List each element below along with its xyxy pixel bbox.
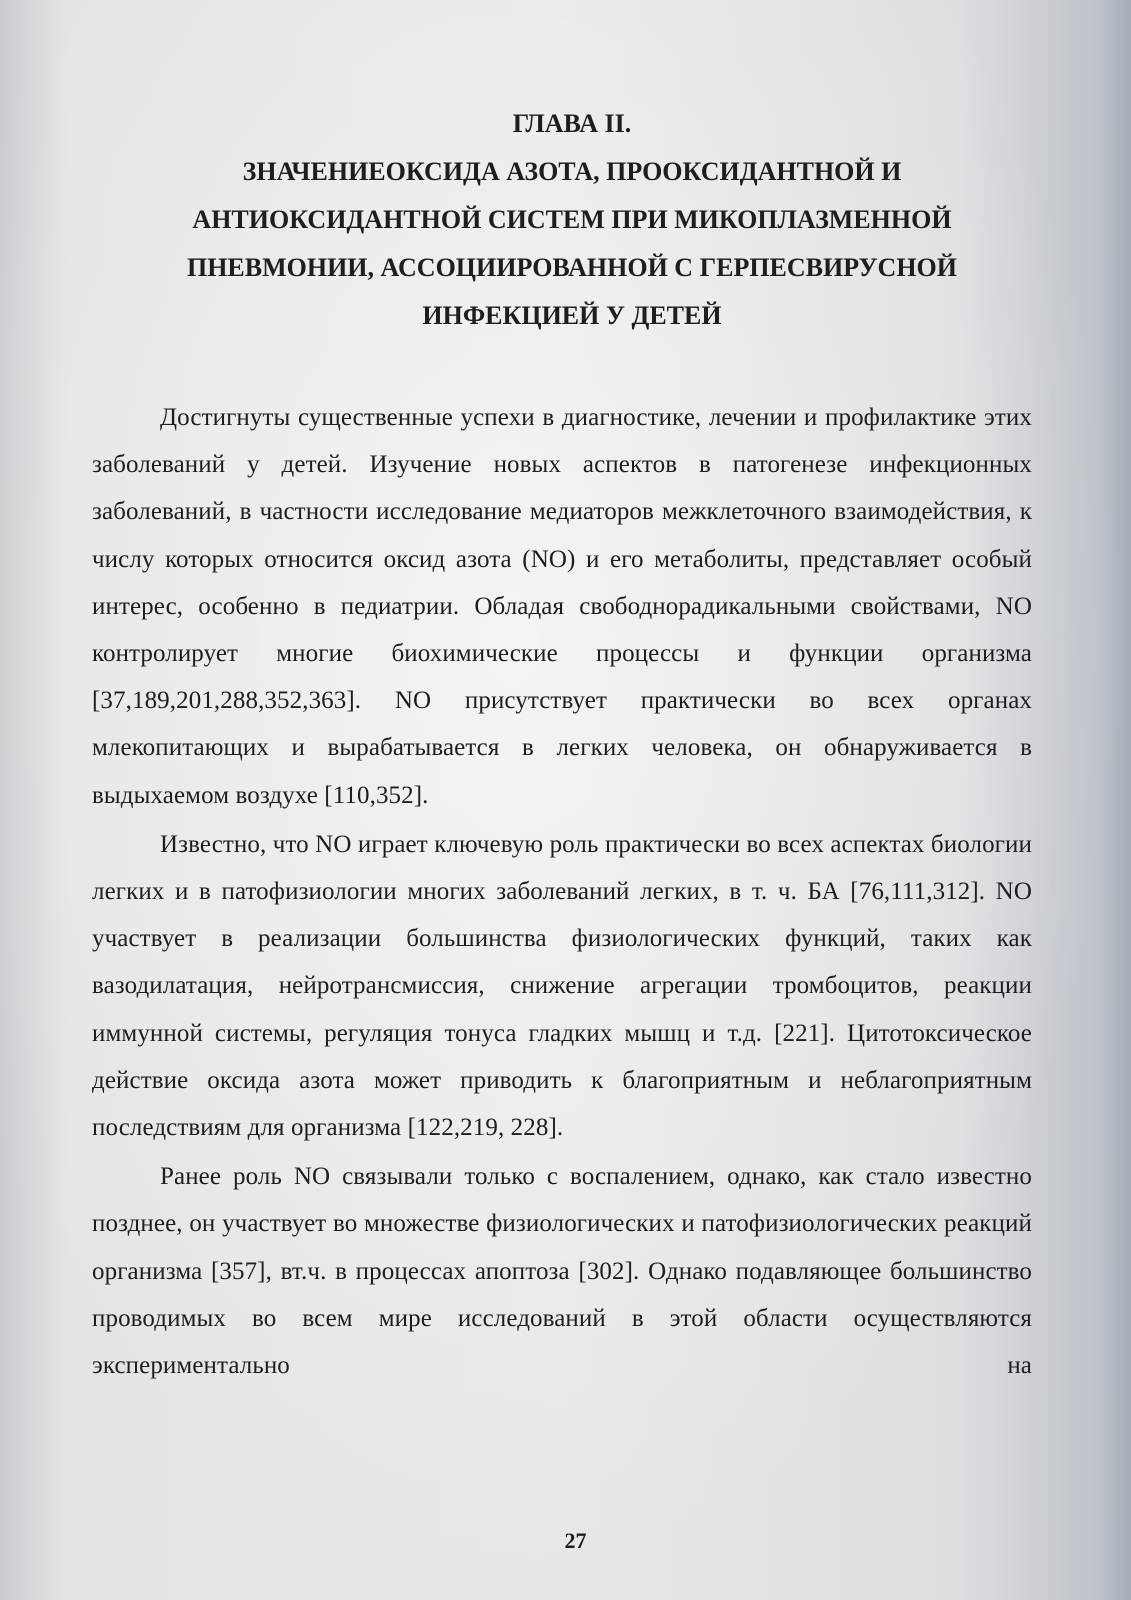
document-page [92,100,1032,1389]
paragraph: Известно, что NO играет ключевую роль практически во всех аспектах биологии легких и в патофизиологии многих заболеваний легких, в т. ч. БА [76,111,312]. NO участвует в реализации большинства физиологических функций, таких как вазодилатация, нейротрансмиссия, снижение агрегации тромбоцитов, реакции иммунной системы, регуляция тонуса гладких мышц и т.д. [221]. Цитотоксическое действие оксида азота может приводить к благоприятным и неблагоприятным последствиям для организма [122,219, 228]. [92,830,1032,1142]
paragraph: Достигнуты существенные успехи в диагностике, лечении и профилактике этих заболеваний у детей. Изучение новых аспектов в патогенезе инфекционных заболеваний, в частности исследование медиаторов межклеточного взаимодействия, к числу которых относится оксид азота (NO) и его метаболиты, представляет особый интерес, особенно в педиатрии. Обладая свободнорадикальными свойствами, NO контролирует многие биохимические процессы и функции организма [37,189,201,288,352,363]. NO присутствует практически во всех органах млекопитающих и вырабатывается в легких человека, он обнаруживается в выдыхаемом воздухе [110,352]. [92,404,1032,809]
page-number: 27 [564,1528,587,1553]
paragraph: Ранее роль NO связывали только с воспалением, однако, как стало известно позднее, он участвует во множестве физиологических и патофизиологических реакций организма [357], вт.ч. в процессах апоптоза [302]. Однако подавляющее большинство проводимых во всем мире исследований в этой области осуществляются экспериментально на [92,1163,1032,1380]
scan-shadow-edge [1101,0,1131,1600]
chapter-title-line: ЗНАЧЕНИЕОКСИДА АЗОТА, ПРООКСИДАНТНОЙ И [242,157,902,186]
chapter-title-line: АНТИОКСИДАНТНОЙ СИСТЕМ ПРИ МИКОПЛАЗМЕННОЙ [192,205,952,234]
body-text [92,394,1032,1389]
chapter-title-line: ИНФЕКЦИЕЙ У ДЕТЕЙ [422,301,722,330]
chapter-title [92,148,1032,340]
chapter-label: ГЛАВА II. [512,109,632,138]
chapter-title-line: ПНЕВМОНИИ, АССОЦИИРОВАННОЙ С ГЕРПЕСВИРУСНОЙ [186,253,958,282]
